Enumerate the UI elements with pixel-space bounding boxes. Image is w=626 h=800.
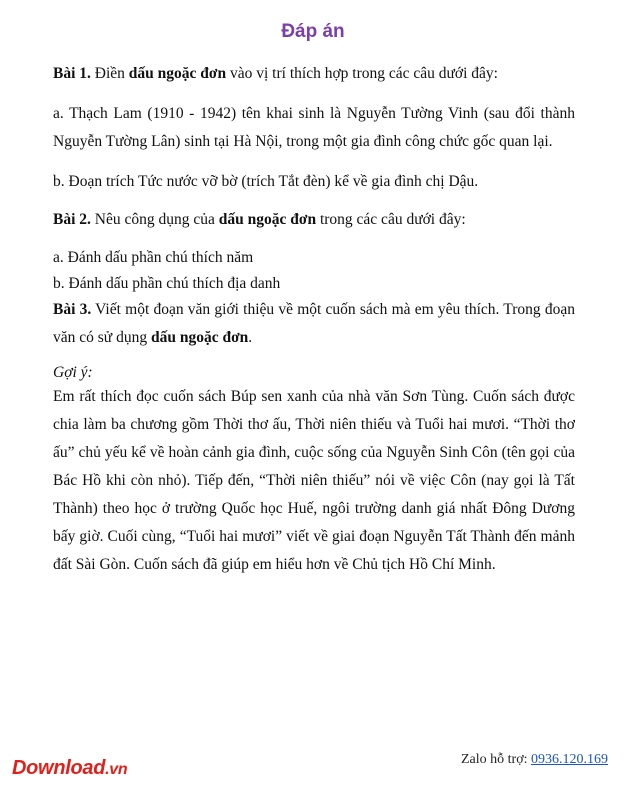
bai1-item-b: b. Đoạn trích Tức nước vỡ bờ (trích Tắt đèn) kể về gia đình chị Dậu. — [53, 173, 479, 190]
bai2-text-after: trong các câu dưới đây: — [316, 211, 466, 228]
bai3-label: Bài 3. — [53, 301, 92, 318]
bai3-paragraph — [53, 296, 575, 352]
bai1-text-before: Điền — [90, 65, 129, 82]
bai2-item-b: b. Đánh dấu phần chú thích địa danh — [53, 275, 281, 292]
bai3-text-before: Viết một đoạn văn giới thiệu về một cuốn sách mà em yêu thích. Trong đoạn văn có sử dụng — [53, 301, 575, 346]
goiy-label: Gợi ý: — [53, 364, 93, 381]
support-phone-link[interactable]: 0936.120.169 — [531, 752, 608, 767]
bai2-text-before: Nêu công dụng của — [90, 211, 219, 228]
page-title: Đáp án — [281, 21, 345, 42]
bai1-text-after: vào vị trí thích hợp trong các câu dưới đây: — [226, 65, 498, 82]
logo-tld-text: .vn — [105, 761, 128, 778]
goiy-paragraph: Em rất thích đọc cuốn sách Búp sen xanh của nhà văn Sơn Tùng. Cuốn sách được chia làm ba chương gồm Thời thơ ấu, Thời niên thiếu và Tuổi hai mươi. “Thời thơ ấu” chủ yếu kể về hoàn cảnh gia đình, cuộc sống của Nguyễn Sinh Côn (tên gọi của Bác Hồ khi còn nhỏ). Tiếp đến, “Thời niên thiếu” nói về việc Côn (nay gọi là Tất Thành) theo học ở trường Quốc học Huế, ngôi trường danh giá nhất Đông Dương bấy giờ. Cuối cùng, “Tuổi hai mươi” viết về giai đoạn Nguyễn Tất Thành đến mảnh đất Sài Gòn. Cuốn sách đã giúp em hiểu hơn về Chủ tịch Hồ Chí Minh. — [53, 388, 575, 573]
bai1-label: Bài 1. — [53, 65, 91, 82]
download-logo[interactable] — [12, 757, 127, 780]
support-contact — [461, 752, 608, 768]
bai1-bold: dấu ngoặc đơn — [128, 65, 227, 82]
support-label: Zalo hỗ trợ: — [461, 752, 531, 767]
bai1-heading — [53, 64, 575, 84]
bai3-text-after: . — [248, 329, 253, 346]
bai2-heading — [53, 210, 575, 230]
bai2-bold: dấu ngoặc đơn — [218, 211, 317, 228]
bai2-item-a: a. Đánh dấu phần chú thích năm — [53, 249, 254, 266]
bai1-item-a: a. Thạch Lam (1910 - 1942) tên khai sinh là Nguyễn Tường Vinh (sau đổi thành Nguyễn Tường Lân) sinh tại Hà Nội, trong một gia đình công chức gốc quan lại. — [53, 105, 575, 150]
bai2-label: Bài 2. — [53, 211, 91, 228]
bai3-bold: dấu ngoặc đơn — [150, 329, 249, 346]
logo-main-text: Download — [12, 757, 106, 779]
